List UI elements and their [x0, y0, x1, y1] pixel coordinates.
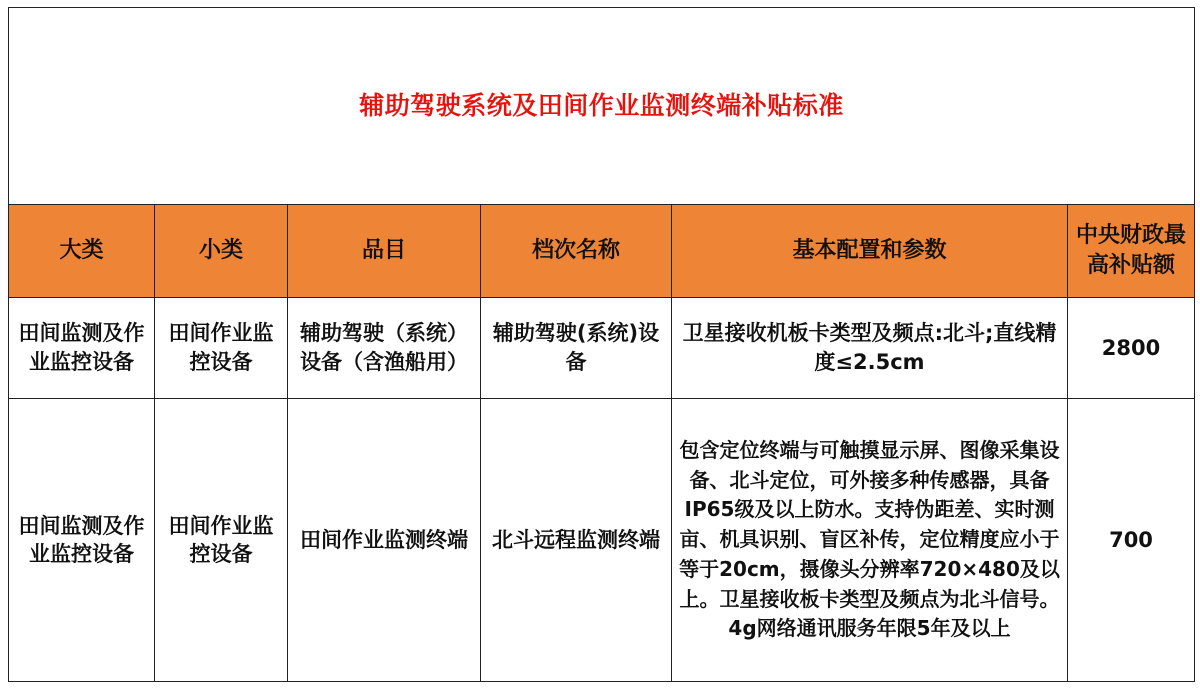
table-row [9, 298, 1195, 399]
header-category: 大类 [9, 205, 155, 298]
table-row [9, 399, 1195, 682]
row-grade-name: 辅助驾驶(系统)设备 [481, 298, 672, 399]
header-config: 基本配置和参数 [672, 205, 1068, 298]
row-item: 辅助驾驶（系统）设备（含渔船用） [288, 298, 481, 399]
header-subsidy: 中央财政最高补贴额 [1068, 205, 1195, 298]
row-config: 包含定位终端与可触摸显示屏、图像采集设备、北斗定位，可外接多种传感器，具备IP65级及以上防水。支持伪距差、实时测亩、机具识别、盲区补传，定位精度应小于等于20cm，摄像头分辨率720×480及以上。卫星接收板卡类型及频点为北斗信号。4g网络通讯服务年限5年及以上 [672, 399, 1068, 682]
row-category: 田间监测及作业监控设备 [9, 298, 155, 399]
header-item: 品目 [288, 205, 481, 298]
header-grade-name: 档次名称 [481, 205, 672, 298]
subsidy-sheet [8, 7, 1194, 687]
header-subcategory: 小类 [155, 205, 288, 298]
subsidy-table [8, 7, 1195, 682]
row-category: 田间监测及作业监控设备 [9, 399, 155, 682]
table-title: 辅助驾驶系统及田间作业监测终端补贴标准 [9, 8, 1195, 205]
row-subsidy: 2800 [1068, 298, 1195, 399]
row-subcategory: 田间作业监控设备 [155, 399, 288, 682]
header-row [9, 205, 1195, 298]
row-subcategory: 田间作业监控设备 [155, 298, 288, 399]
row-grade-name: 北斗远程监测终端 [481, 399, 672, 682]
row-item: 田间作业监测终端 [288, 399, 481, 682]
row-subsidy: 700 [1068, 399, 1195, 682]
row-config: 卫星接收机板卡类型及频点:北斗;直线精度≤2.5cm [672, 298, 1068, 399]
